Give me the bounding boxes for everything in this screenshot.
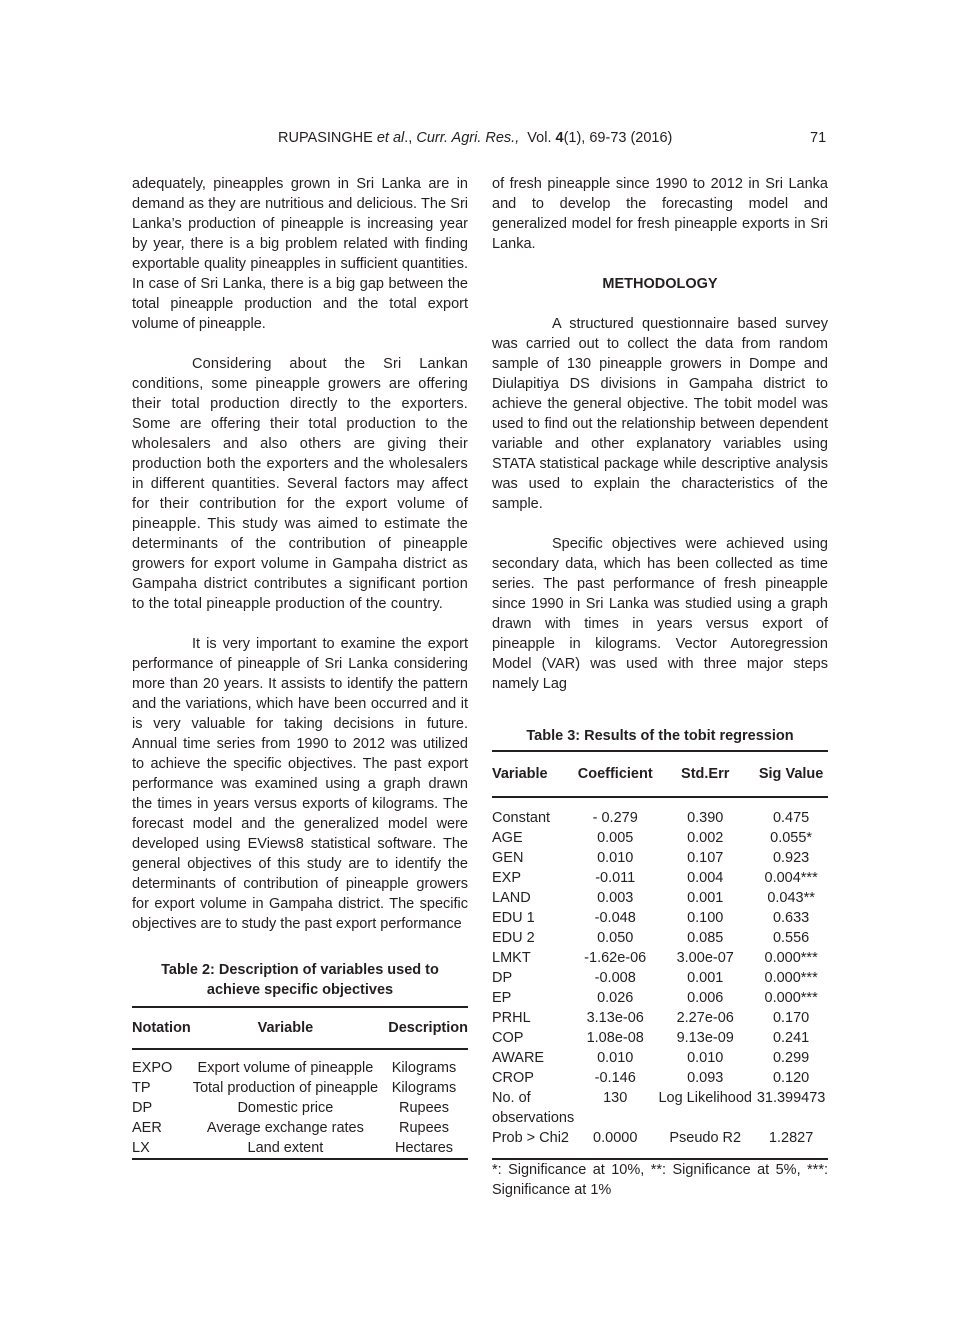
page-number: 71	[810, 130, 827, 146]
right-paragraph-3: Specific objectives were achieved using secondary data, which has been collected as time series. The past performance of fresh pineapple since 1990 in Sri Lanka was studied using a graph drawn with times in years versus export of pineapple in kilograms. Vector Autoregression Model (VAR) was used with three major steps namely Lag	[492, 536, 828, 692]
table3-cell: 0.001	[687, 890, 724, 906]
table2-header-variable: Variable	[191, 1007, 380, 1049]
table3-loglik-label: Log Likelihood	[658, 1090, 752, 1106]
table2-row	[132, 1118, 468, 1138]
table3-cell: -1.62e-06	[584, 950, 647, 966]
table3-row	[492, 868, 828, 888]
table3-cell: 0.004***	[764, 870, 818, 886]
table3-cell: AGE	[492, 830, 523, 846]
table3-cell: EDU 2	[492, 930, 535, 946]
table2-row	[132, 1078, 468, 1098]
table3-obs-label-line1: No. of	[492, 1090, 531, 1106]
table3-cell: LMKT	[492, 950, 531, 966]
table3-row	[492, 848, 828, 868]
table3-cell: -0.008	[594, 970, 636, 986]
table3-cell: 0.633	[772, 910, 810, 926]
table2-cell: Rupees	[399, 1120, 449, 1136]
left-paragraph-3: It is very important to examine the export performance of pineapple of Sri Lanka considering more than 20 years. It assists to identify the pattern and the variations, which have been occurred and it is very valuable for taking decisions in future. Annual time series from 1990 to 2012 was utilized to achieve the specific objectives. The past export performance was examined using a graph drawn the times in years versus exports of kilograms. The forecast model and the generalized model were developed using EViews8 statistical software. The general objectives of this study are to identify the determinants of contribution of pineapple growers for export volume in Gampaha district. The specific objectives are to study the past export performance	[132, 636, 468, 932]
table3-cell: Constant	[492, 810, 551, 826]
table2-caption	[132, 960, 468, 1000]
table3-header-coefficient: Coefficient	[574, 751, 656, 797]
table3-row	[492, 1008, 828, 1028]
table3-row	[492, 988, 828, 1008]
table3-cell: EDU 1	[492, 910, 535, 926]
table3-cell: 1.08e-08	[586, 1030, 644, 1046]
table3-row	[492, 1048, 828, 1068]
table3-cell: 0.002	[687, 830, 724, 846]
table2-cell: Export volume of pineapple	[197, 1060, 374, 1076]
table3-cell: PRHL	[492, 1010, 531, 1026]
table3-header-variable: Variable	[492, 751, 574, 797]
table3-cell: 0.170	[772, 1010, 810, 1026]
right-paragraph-2: A structured questionnaire based survey was carried out to collect the data from random sample of 130 pineapple growers in Dompe and Diulapitiya DS divisions in Gampaha district to achieve the general objective. The tobit model was used to find out the relationship between dependent variable and other explanatory variables using STATA statistical package while descriptive analysis was used to explain the characteristics of the sample.	[492, 316, 828, 512]
table3-cell: 9.13e-09	[676, 1030, 734, 1046]
table2-cell: DP	[132, 1100, 153, 1116]
table3-cell: DP	[492, 970, 513, 986]
table3-header-stderr: Std.Err	[656, 751, 754, 797]
table3-cell: 1.2827	[768, 1130, 814, 1146]
left-paragraph-2: Considering about the Sri Lankan conditions, some pineapple growers are offering their total production directly to the exporters. Some are offering their total production to the wholesalers and also others are giving their production both the exporters and the wholesalers in different quantities. Several factors may affect for their contribution for the export volume of pineapple. This study was aimed to estimate the determinants of the contribution of pineapple growers for export volume in Gampaha district as Gampaha district contributes a significant portion to the total pineapple production of the country.	[132, 356, 468, 612]
table3-cell: AWARE	[492, 1050, 545, 1066]
table3-cell: -0.011	[595, 870, 636, 886]
table2-header-notation: Notation	[132, 1007, 191, 1049]
table3-cell: 0.026	[597, 990, 634, 1006]
table3-header-row	[492, 751, 828, 797]
table3-row	[492, 948, 828, 968]
table3-obs-label	[492, 1088, 574, 1128]
table3-cell: 0.107	[687, 850, 724, 866]
table3-row	[492, 797, 828, 828]
table3-cell: -0.048	[594, 910, 636, 926]
table2-cell: Domestic price	[237, 1100, 334, 1116]
table3-row	[492, 828, 828, 848]
table3-cell: LAND	[492, 890, 531, 906]
table3-cell: 0.475	[772, 810, 810, 826]
table3-cell: 0.003	[597, 890, 634, 906]
table3-cell: 0.000***	[764, 950, 818, 966]
table3-cell: 0.000***	[764, 970, 818, 986]
table3-cell: 2.27e-06	[676, 1010, 734, 1026]
table3-cell: 0.043**	[767, 890, 815, 906]
table3-cell: 0.556	[772, 930, 810, 946]
citation-line	[278, 130, 672, 146]
table3-cell: 0.050	[597, 930, 634, 946]
table3-cell: GEN	[492, 850, 524, 866]
table3-cell: -0.146	[594, 1070, 636, 1086]
table2-header-description: Description	[380, 1007, 468, 1049]
table3-cell: 0.006	[687, 990, 724, 1006]
table2-cell: Kilograms	[391, 1080, 457, 1096]
header-journal: Curr. Agri. Res.,	[416, 130, 520, 146]
table3-block	[492, 726, 828, 1200]
table3-cell: 0.085	[687, 930, 724, 946]
table2-cell: Land extent	[247, 1140, 324, 1156]
table2-caption-line2: achieve specific objectives	[206, 982, 394, 998]
table2-cell: Kilograms	[391, 1060, 457, 1076]
methodology-heading: METHODOLOGY	[602, 276, 718, 292]
table3-cell: - 0.279	[592, 810, 638, 826]
table3-caption: Table 3: Results of the tobit regression	[526, 728, 794, 744]
header-etal: et al	[376, 130, 405, 146]
table3-row	[492, 908, 828, 928]
table2-row	[132, 1049, 468, 1078]
table2-caption-line1: Table 2: Description of variables used to	[161, 962, 439, 978]
table3	[492, 750, 828, 1160]
table3-cell: 3.00e-07	[676, 950, 734, 966]
table3-obs-row	[492, 1088, 828, 1128]
table3-prob-row	[492, 1128, 828, 1159]
table2-cell: AER	[132, 1120, 162, 1136]
table2-cell: Rupees	[399, 1100, 449, 1116]
right-paragraph-1: of fresh pineapple since 1990 to 2012 in Sri Lanka and to develop the forecasting model and generalized model for fresh pineapple exports in Sri Lanka.	[492, 176, 828, 252]
header-vol-rest: (1), 69-73 (2016)	[563, 130, 673, 146]
table3-row	[492, 968, 828, 988]
table3-obs-coef: 130	[603, 1090, 628, 1106]
left-column	[132, 174, 468, 1160]
table2-cell: TP	[132, 1080, 151, 1096]
table2-cell: Average exchange rates	[206, 1120, 364, 1136]
table2-row	[132, 1098, 468, 1118]
table3-cell: 0.001	[687, 970, 724, 986]
table3-cell: 3.13e-06	[586, 1010, 644, 1026]
table3-cell: 0.055*	[770, 830, 813, 846]
table3-cell: EP	[492, 990, 512, 1006]
table2-cell: LX	[132, 1140, 150, 1156]
table2-cell: Hectares	[394, 1140, 454, 1156]
running-header	[0, 130, 960, 150]
table2-header-row	[132, 1007, 468, 1049]
table3-cell: 0.004	[687, 870, 724, 886]
right-column	[492, 174, 828, 1200]
header-comma: .,	[404, 130, 413, 146]
table3-cell: 0.241	[772, 1030, 810, 1046]
table3-cell: 0.120	[772, 1070, 810, 1086]
table3-cell: COP	[492, 1030, 524, 1046]
table3-footnote: *: Significance at 10%, **: Significance at 5%, ***: Significance at 1%	[492, 1162, 828, 1198]
table3-cell: Prob > Chi2	[492, 1130, 569, 1146]
table3-cell: 0.100	[687, 910, 724, 926]
table3-cell: 0.010	[687, 1050, 724, 1066]
table2-cell: EXPO	[132, 1060, 173, 1076]
table2-cell: Total production of pineapple	[192, 1080, 379, 1096]
table2-row	[132, 1138, 468, 1159]
header-vol-prefix: Vol.	[527, 130, 552, 146]
header-authors: RUPASINGHE	[278, 130, 373, 146]
table3-row	[492, 1068, 828, 1088]
table3-obs-label-line2: observations	[492, 1110, 575, 1126]
table3-cell: CROP	[492, 1070, 534, 1086]
table3-cell: 0.093	[687, 1070, 724, 1086]
table3-cell: 0.390	[687, 810, 724, 826]
table3-cell: 0.000***	[764, 990, 818, 1006]
table3-loglik-value: 31.399473	[756, 1090, 826, 1106]
table3-row	[492, 888, 828, 908]
table3-cell: EXP	[492, 870, 522, 886]
left-paragraph-1: adequately, pineapples grown in Sri Lanka are in demand as they are nutritious and delicious. The Sri Lanka’s production of pineapple is increasing year by year, there is a big problem related with finding exportable quality pineapples in sufficient quantities. In case of Sri Lanka, there is a big gap between the total pineapple production and the total export volume of pineapple.	[132, 176, 468, 332]
table3-cell: 0.923	[772, 850, 810, 866]
table3-cell: 0.299	[772, 1050, 810, 1066]
table2-block	[132, 960, 468, 1160]
table3-header-sigvalue: Sig Value	[754, 751, 828, 797]
table3-cell: 0.010	[597, 1050, 634, 1066]
header-vol-num: 4	[555, 130, 564, 146]
table2	[132, 1006, 468, 1160]
table3-row	[492, 928, 828, 948]
table3-row	[492, 1028, 828, 1048]
table3-cell: 0.010	[597, 850, 634, 866]
table3-cell: 0.005	[597, 830, 634, 846]
table3-cell: 0.0000	[593, 1130, 638, 1146]
table3-cell: Pseudo R2	[669, 1130, 742, 1146]
